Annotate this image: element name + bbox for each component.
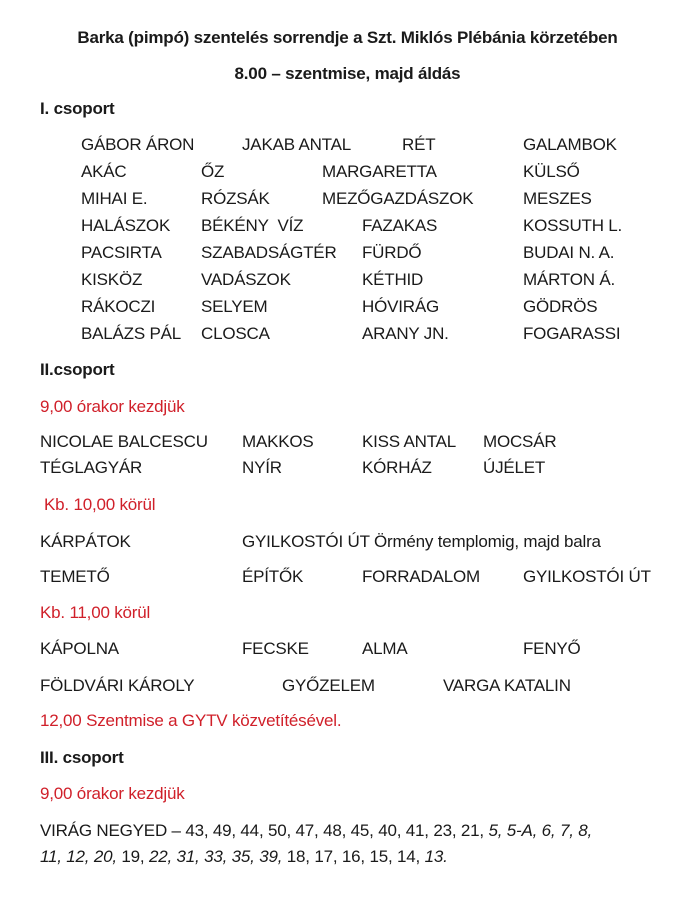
street-cell: ARANY JN. (362, 324, 449, 343)
street-numbers: VIRÁG NEGYED – 43, 49, 44, 50, 47, 48, 45, 40, 41, 23, 21, (40, 821, 489, 840)
street-cell: MAKKOS (242, 432, 314, 451)
street-cell: MESZES (523, 189, 592, 208)
street-cell: KOSSUTH L. (523, 216, 623, 235)
street-cell: TÉGLAGYÁR (40, 458, 143, 477)
street-cell: TEMETŐ (40, 567, 110, 586)
street-cell: GYILKOSTÓI ÚT Örmény templomig, majd balra (242, 532, 601, 551)
street-cell: KÜLSŐ (523, 162, 580, 181)
street-numbers: 19, (116, 847, 149, 866)
street-cell: GÖDRÖS (523, 297, 598, 316)
street-cell: FÜRDŐ (362, 243, 422, 262)
street-cell: GYILKOSTÓI ÚT (523, 567, 651, 586)
street-cell: FECSKE (242, 639, 309, 658)
street-cell: CLOSCA (201, 324, 270, 343)
group3-street-list-line2 (40, 847, 448, 867)
street-cell: KÓRHÁZ (362, 458, 432, 477)
street-cell: KISKÖZ (81, 270, 143, 289)
street-cell: VADÁSZOK (201, 270, 291, 289)
street-cell: FÖLDVÁRI KÁROLY (40, 676, 195, 695)
street-cell: JAKAB ANTAL (242, 135, 351, 154)
street-cell: PACSIRTA (81, 243, 162, 262)
group1-heading: I. csoport (40, 99, 115, 118)
street-cell: ALMA (362, 639, 408, 658)
group2-heading: II.csoport (40, 360, 115, 379)
street-numbers-italic: 13. (424, 847, 448, 866)
street-cell: ÉPÍTŐK (242, 567, 304, 586)
street-cell: ŐZ (201, 162, 225, 181)
street-cell: ÚJÉLET (483, 458, 546, 477)
street-cell: VARGA KATALIN (443, 676, 571, 695)
street-numbers-italic: 11, 12, 20, (40, 847, 117, 866)
street-cell: NYÍR (242, 458, 282, 477)
group2-time-10: Kb. 10,00 körül (44, 495, 156, 514)
group3-heading: III. csoport (40, 748, 124, 767)
document-title: Barka (pimpó) szentelés sorrendje a Szt. Miklós Plébánia körzetében (77, 28, 618, 47)
street-cell: KÁPOLNA (40, 639, 119, 658)
street-numbers-italic: 5, 5-A, 6, 7, 8, (488, 821, 593, 840)
document-subtitle: 8.00 – szentmise, majd áldás (234, 64, 461, 83)
street-cell: HÓVIRÁG (362, 297, 440, 316)
street-cell: AKÁC (81, 162, 127, 181)
group2-mass-notice: 12,00 Szentmise a GYTV közvetítésével. (40, 711, 342, 730)
street-cell: KÁRPÁTOK (40, 532, 131, 551)
street-cell: FORRADALOM (362, 567, 480, 586)
group3-start-time: 9,00 órakor kezdjük (40, 784, 185, 803)
street-cell: RÁKOCZI (81, 297, 156, 316)
street-cell: NICOLAE BALCESCU (40, 432, 208, 451)
group2-start-time: 9,00 órakor kezdjük (40, 397, 185, 416)
street-cell: MIHAI E. (81, 189, 148, 208)
street-cell: BÉKÉNY VÍZ (201, 216, 304, 235)
street-cell: MEZŐGAZDÁSZOK (322, 189, 474, 208)
street-cell: FAZAKAS (362, 216, 438, 235)
street-cell: RÓZSÁK (201, 189, 270, 208)
street-cell: BUDAI N. A. (523, 243, 615, 262)
street-cell: FOGARASSI (523, 324, 621, 343)
street-cell: SZABADSÁGTÉR (201, 243, 337, 262)
street-cell: KISS ANTAL (362, 432, 457, 451)
street-cell: GALAMBOK (523, 135, 617, 154)
street-cell: SELYEM (201, 297, 268, 316)
street-cell: GYŐZELEM (282, 676, 375, 695)
street-cell: MARGARETTA (322, 162, 437, 181)
street-cell: RÉT (402, 135, 436, 154)
group3-street-list-line1 (40, 821, 592, 841)
street-cell: MÁRTON Á. (523, 270, 616, 289)
street-cell: FENYŐ (523, 639, 581, 658)
street-cell: HALÁSZOK (81, 216, 171, 235)
street-cell: KÉTHID (362, 270, 424, 289)
street-cell: GÁBOR ÁRON (81, 135, 195, 154)
street-numbers: 18, 17, 16, 15, 14, (282, 847, 425, 866)
street-numbers-italic: 22, 31, 33, 35, 39, (148, 847, 283, 866)
street-cell: MOCSÁR (483, 432, 557, 451)
street-cell: BALÁZS PÁL (81, 324, 182, 343)
group2-time-11: Kb. 11,00 körül (40, 603, 151, 622)
